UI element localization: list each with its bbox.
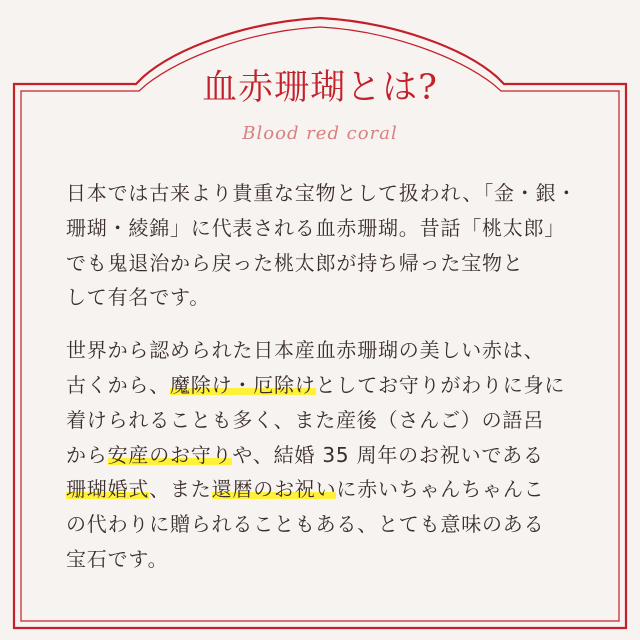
text-segment: 、また (149, 477, 212, 502)
text-segment: や、結婚 35 周年のお祝いである (232, 442, 544, 467)
paragraph-1-line: 日本では古来より貴重な宝物として扱われ、「金・銀・ (66, 181, 578, 205)
paragraph-2-line: の代わりに贈られることもある、とても意味のある (66, 512, 545, 537)
paragraph-1-line: して有名です。 (66, 285, 210, 310)
paragraph-2-line: 世界から認められた日本産血赤珊瑚の美しい赤は、 (66, 338, 545, 363)
paragraph-1-line: でも鬼退治から戻った桃太郎が持ち帰った宝物と (66, 250, 524, 275)
highlighted-term: 魔除け・厄除け (170, 372, 316, 397)
paragraph-1 (66, 176, 582, 315)
paragraph-2-line: 宝石です。 (66, 546, 169, 571)
paragraph-2-line (66, 472, 582, 507)
body-text (66, 176, 582, 577)
highlighted-term: 安産のお守り (107, 442, 233, 467)
paragraph-2-line (66, 368, 582, 403)
page-title: 血赤珊瑚とは? (202, 68, 438, 108)
text-segment: に赤いちゃんちゃんこ (336, 477, 545, 502)
highlighted-term: 還暦のお祝い (211, 477, 337, 502)
highlighted-term: 珊瑚婚式 (66, 477, 150, 502)
page-subtitle: Blood red coral (242, 123, 398, 144)
paragraph-1-line: 珊瑚・綾錦」に代表される血赤珊瑚。昔話「桃太郎」 (66, 215, 566, 240)
text-segment: としてお守りがわりに身に (315, 372, 566, 397)
text-segment: から (66, 442, 108, 467)
paragraph-2-line: 着けられることも多く、また産後（さんご）の語呂 (66, 407, 544, 432)
paragraph-2-line (66, 438, 582, 473)
paragraph-2 (66, 333, 582, 577)
text-segment: 古くから、 (66, 372, 170, 397)
